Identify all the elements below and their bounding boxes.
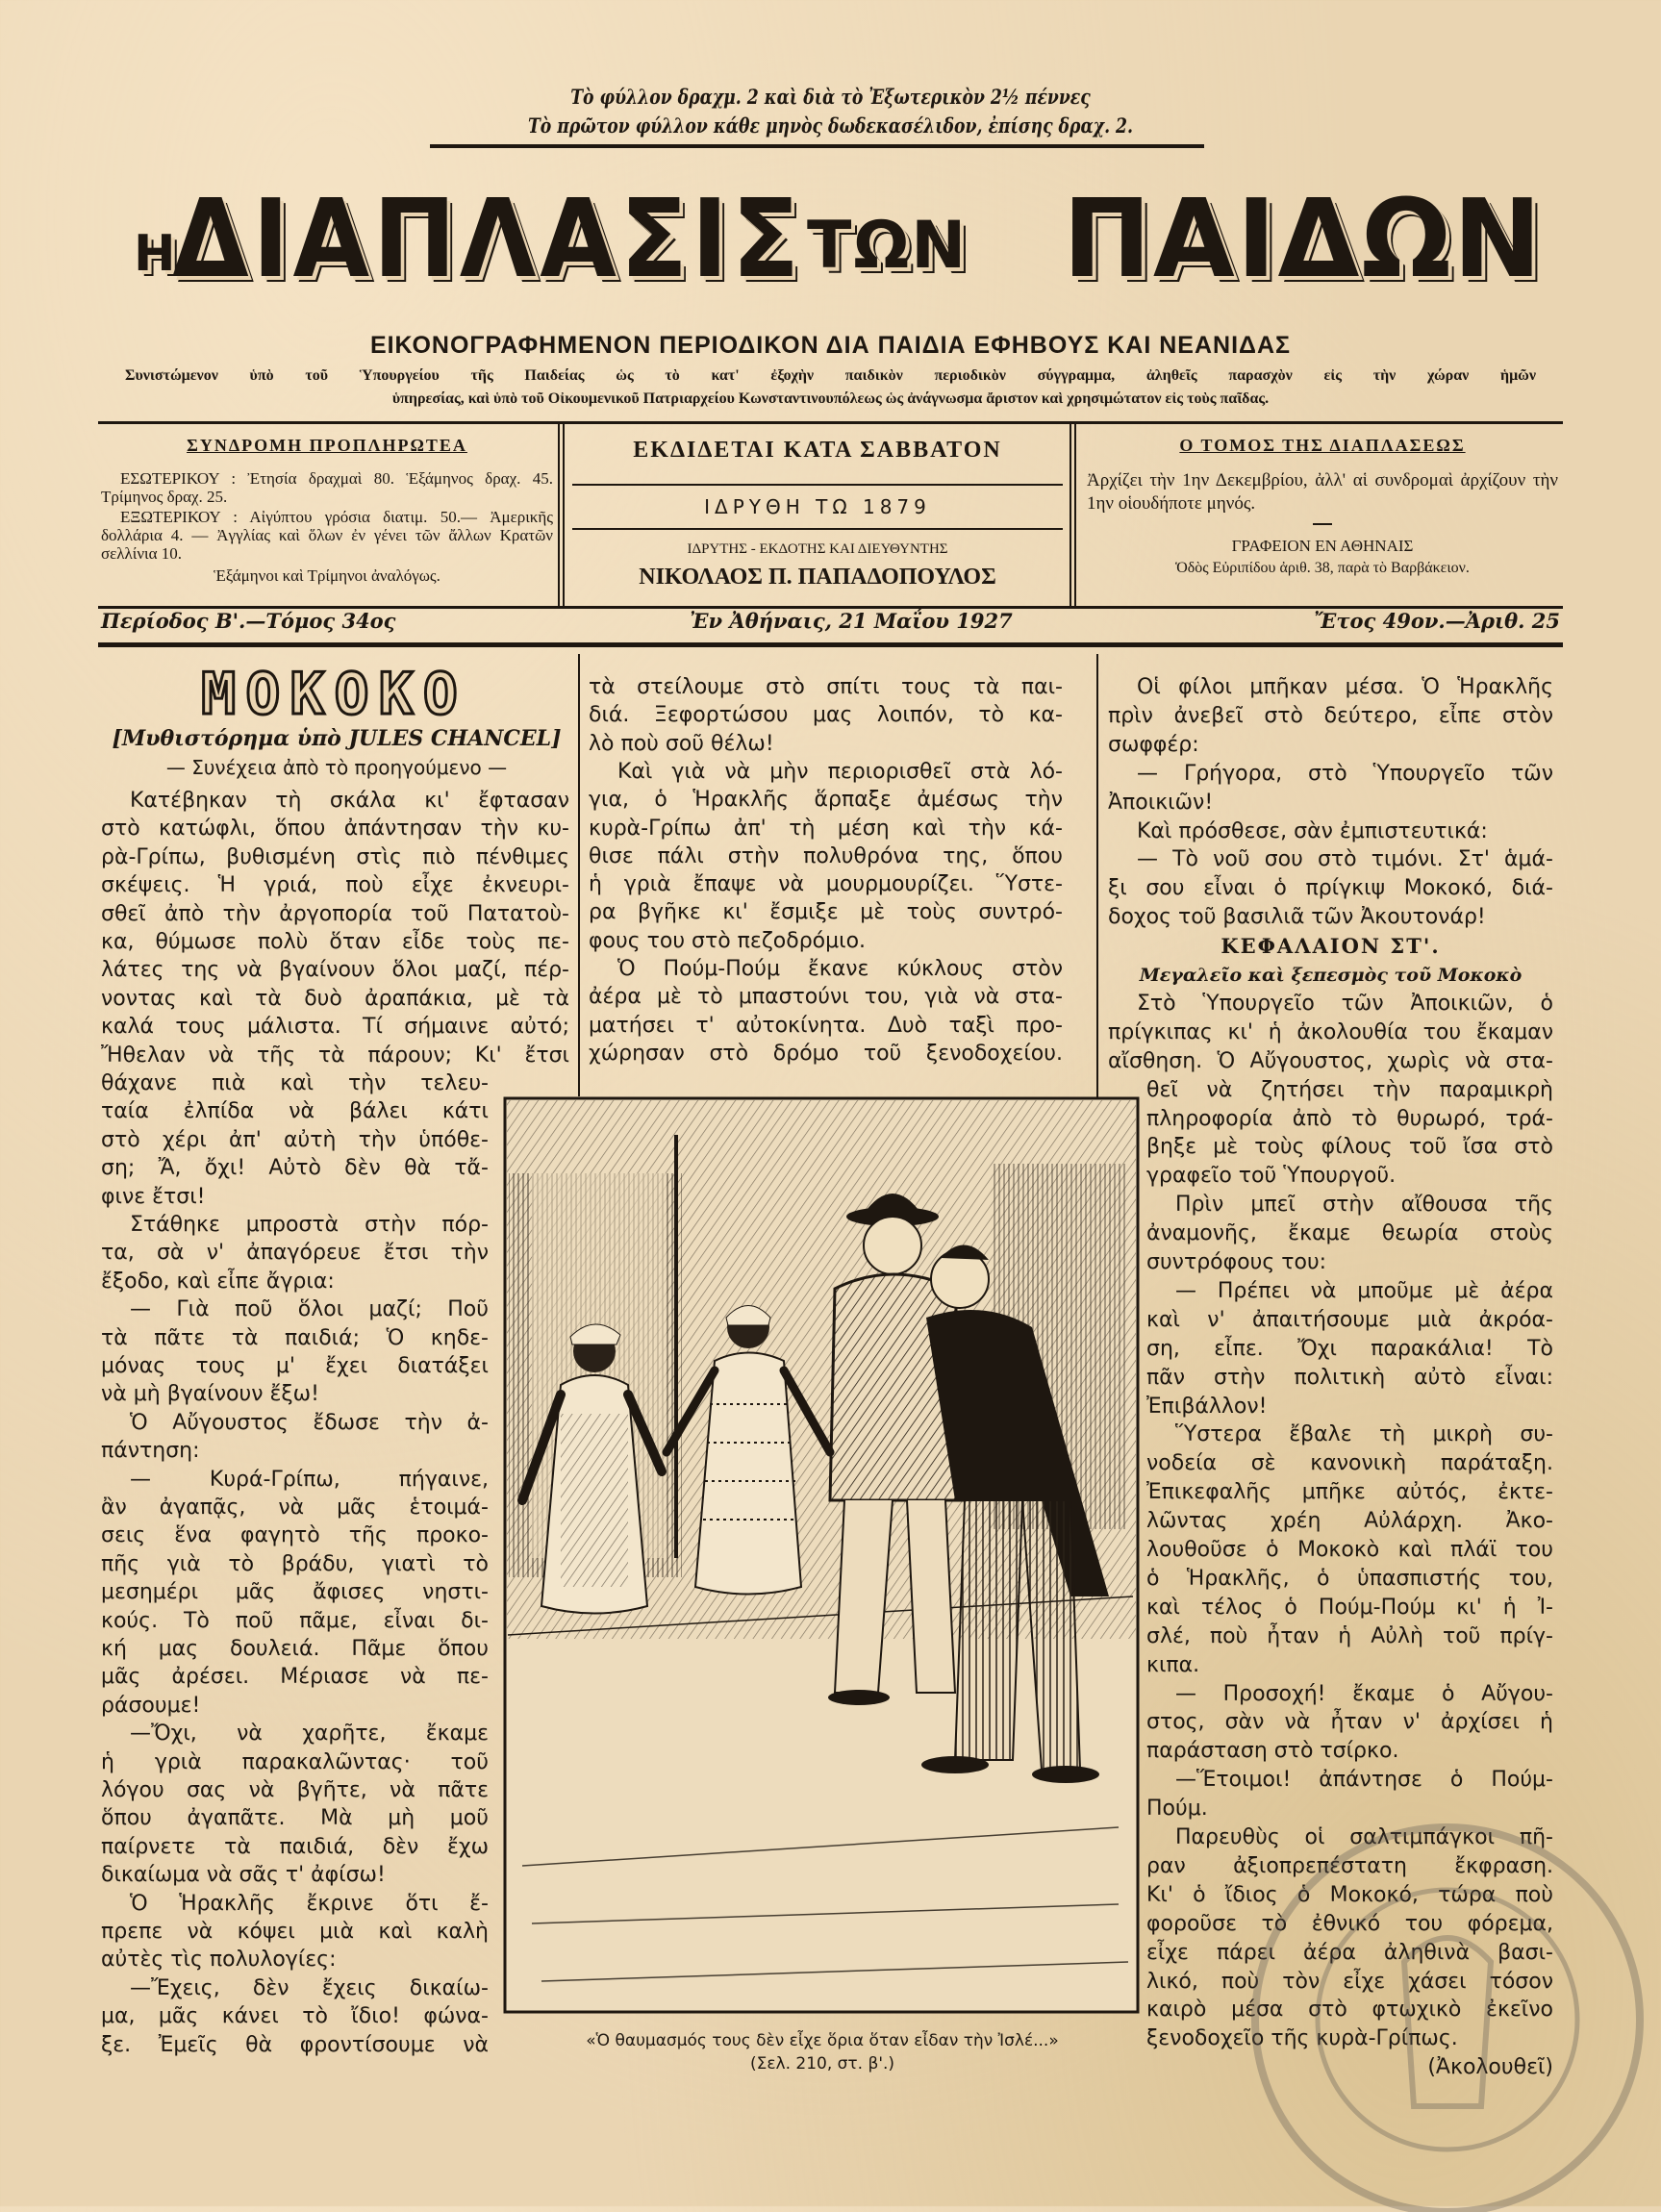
article-line: σεις ἕνα φαγητὸ τῆς προκο-	[101, 1523, 489, 1548]
article-line: για, ὁ Ἡρακλῆς ἅρπαξε ἀμέσως τὴν	[589, 788, 1063, 813]
article-line: παράσταση στὸ τσίρκο.	[1146, 1739, 1399, 1764]
article-line: Πούμ.	[1146, 1797, 1208, 1822]
masthead-description-2: ὑπηρεσίας, καὶ ὑπὸ τοῦ Οἰκουμενικοῦ Πατριαρχείου Κωνσταντινουπόλεως ὡς ἀνάγνωσμα ἄριστον καὶ χρησιμώτατον εἰς τοὺς παῖδας.	[391, 390, 1270, 407]
article-line: σωφφέρ:	[1108, 732, 1199, 757]
box-divider	[1074, 424, 1076, 607]
article-line: χώρησαν στὸ δρόμο τοῦ ξενοδοχείου.	[589, 1041, 1063, 1066]
illustration	[503, 1096, 1140, 2015]
illustration-reference: (Σελ. 210, στ. β'.)	[749, 2054, 895, 2074]
article-line: καιρὸ μέσα στὸ φτωχικὸ ἐκεῖνο	[1146, 1998, 1553, 2023]
header-rule-top	[98, 421, 1563, 424]
article-line: Στὸ Ὑπουργεῖο τῶν Ἀποικιῶν, ὁ	[1137, 991, 1553, 1016]
article-title: ΜΟΚΟΚΟ	[201, 661, 467, 728]
year-issue-number: Ἔτος 49ον.—Ἀριθ. 25	[1314, 609, 1560, 633]
article-line: πρεπε νὰ κόψει μιὰ καὶ καλὴ	[101, 1920, 489, 1944]
article-line: Ὁ Ἡρακλῆς ἔκρινε ὅτι ἔ-	[130, 1891, 489, 1916]
article-line: ράσουμε!	[101, 1693, 201, 1718]
article-line: καὶ τέλος ὁ Πούμ-Πούμ κι' ἡ Ἰ-	[1146, 1595, 1553, 1620]
publisher-role: ΙΔΡΥΤΗΣ - ΕΚΔΟΤΗΣ ΚΑΙ ΔΙΕΥΘΥΝΤΗΣ	[687, 541, 948, 557]
article-line: ἔξοδο, καὶ εἶπε ἄγρια:	[101, 1269, 335, 1294]
article-line: ξενοδοχεῖο τῆς κυρὰ-Γρίπως.	[1146, 2026, 1458, 2051]
volume-text: Ἀρχίζει τὴν 1ην Δεκεμβρίου, ἀλλ' αἱ συνδρομαὶ ἀρχίζουν τὴν 1ην οἱουδήποτε μηνός.	[1087, 470, 1558, 514]
article-line: Στάθηκε μπροστὰ στὴν πόρ-	[130, 1213, 489, 1237]
article-line: ἀέρα μὲ τὸ μπαστούνι του, γιὰ νὰ στα-	[589, 985, 1063, 1010]
article-line: ση, εἶπε. Ὄχι παρακάλια! Τὸ	[1146, 1336, 1553, 1361]
article-line: θεῖ νὰ ζητήσει τὴν παραμικρὴ	[1146, 1077, 1553, 1102]
article-line: ρα βγῆκε κι' ἔσμιξε μὲ τοὺς συντρό-	[589, 900, 1063, 925]
article-line: ταία ἐλπίδα νὰ βάλει κάτι	[101, 1099, 489, 1124]
article-line: πάντηση:	[101, 1439, 200, 1464]
article-line: τὰ πᾶτε τὰ παιδιά; Ὁ κηδε-	[101, 1325, 489, 1350]
article-line: λὸ ποὺ σοῦ θέλω!	[589, 731, 774, 756]
article-line: —Ὄχι, νὰ χαρῆτε, ἔκαμε	[130, 1722, 489, 1747]
article-line: πᾶν στὴν πολιτικὴ αὐτὸ εἶναι:	[1146, 1365, 1553, 1390]
article-line: Ἐπικεφαλῆς μπῆκε αὐτός, ἐκτε-	[1146, 1480, 1553, 1505]
article-line: θάχανε πιὰ καὶ τὴν τελευ-	[101, 1071, 489, 1095]
article-line: γραφεῖο τοῦ Ὑπουργοῦ.	[1146, 1164, 1397, 1189]
article-line: Καὶ πρόσθεσε, σὰν ἐμπιστευτικά:	[1137, 818, 1488, 843]
box-divider	[1070, 424, 1071, 607]
column-rule	[578, 654, 580, 1096]
price-line-1: Τὸ φύλλον δραχμ. 2 καὶ διὰ τὸ Ἐξωτερικὸν 2½ πέννες	[570, 85, 1091, 109]
article-line: τὰ στείλουμε στὸ σπίτι τους τὰ παι-	[589, 675, 1063, 699]
box-divider	[558, 424, 560, 607]
article-line: πρίγκιπας κι' ἡ ἀκολουθία του ἔκαμαν	[1108, 1019, 1553, 1044]
article-line: νοντας καὶ τὰ δυὸ ἀραπάκια, μὲ τὰ	[101, 986, 569, 1011]
article-line: ραν ἀξιοπρεπέστατη ἔκφραση.	[1146, 1853, 1553, 1878]
article-line: — Τὸ νοῦ σου στὸ τιμόνι. Στ' ἁμά-	[1137, 847, 1553, 872]
article-line: Κατέβηκαν τὴ σκάλα κι' ἔφτασαν	[130, 789, 569, 813]
article-line: ἡ γριὰ ἔπαψε νὰ μουρμουρίζει. Ὕστε-	[589, 872, 1063, 897]
office-address: Ὁδὸς Εὐριπίδου ἀριθ. 38, παρὰ τὸ Βαρβάκειον.	[1175, 560, 1470, 576]
article-line: Ὁ Πούμ-Πούμ ἔκανε κύκλους στὸν	[617, 957, 1063, 981]
box-divider	[563, 424, 565, 607]
subscription-box	[101, 428, 553, 606]
article-line: Οἱ φίλοι μπῆκαν μέσα. Ὁ Ἡρακλῆς	[1137, 675, 1553, 699]
founded-year: ΙΔΡΥΘΗ ΤΩ 1879	[704, 495, 931, 518]
article-line: σθεῖ ἀπὸ τὴν ἀργοπορία τοῦ Πατατοὺ-	[101, 901, 569, 926]
article-line: — Γρήγορα, στὸ Ὑπουργεῖο τῶν	[1137, 761, 1553, 786]
publisher-name: ΝΙΚΟΛΑΟΣ Π. ΠΑΠΑΔΟΠΟΥΛΟΣ	[639, 565, 996, 590]
article-line: ὁ Ἡρακλῆς, ὁ ὑπασπιστής του,	[1146, 1566, 1553, 1591]
illustration-caption: «Ὁ θαυμασμός τους δὲν εἶχε ὅρια ὅταν εἶδαν τὴν Ἰσλέ...»	[586, 2031, 1059, 2050]
article-line: —Ἕτοιμοι! ἀπάντησε ὁ Πούμ-	[1175, 1768, 1553, 1793]
archive-stamp	[1241, 1798, 1654, 2212]
article-line: λικό, ποὺ τὸν εἶχε χάσει τόσον	[1146, 1969, 1553, 1994]
article-line: νὰ μὴ βγαίνουν ἔξω!	[101, 1382, 319, 1407]
article-line: — Προσοχή! ἔκαμε ὁ Αὔγου-	[1175, 1681, 1553, 1706]
subscription-heading: ΣΥΝΔΡΟΜΗ ΠΡΟΠΛΗΡΩΤΕΑ	[187, 436, 467, 455]
illustration-engraving	[503, 1096, 1140, 2015]
article-line: — Κυρά-Γρίπω, πήγαινε,	[130, 1467, 489, 1492]
article-line: κή μας δουλειά. Πᾶμε ὅπου	[101, 1637, 489, 1661]
masthead-paidon: ΠΑΙΔΩΝ	[1063, 177, 1544, 302]
volume-heading: Ο ΤΟΜΟΣ ΤΗΣ ΔΙΑΠΛΑΣΕΩΣ	[1179, 436, 1466, 455]
article-line: δοχος τοῦ βασιλιᾶ τῶν Ἀκουτονάρ!	[1108, 905, 1486, 930]
chapter-subtitle: Μεγαλεῖο καὶ ξεπεσμὸς τοῦ Μοκοκὸ	[1139, 965, 1523, 986]
article-line: Παρευθὺς οἱ σαλτιμπάγκοι πῆ-	[1175, 1825, 1553, 1849]
article-line: λόγου σας νὰ βγῆτε, νὰ πᾶτε	[101, 1778, 489, 1802]
article-line: κα, θύμωσε πολὺ ὅταν εἶδε τοὺς πε-	[101, 930, 569, 954]
article-line: δικαίωμα νὰ σᾶς τ' ἀφίσω!	[101, 1863, 386, 1888]
article-line: ξι σου εἶναι ὁ πρίγκιψ Μοκοκό, διά-	[1108, 876, 1553, 901]
article-line: κούς. Τὸ ποῦ πᾶμε, εἶναι δι-	[101, 1608, 489, 1633]
article-line: Κι' ὁ ἴδιος ὁ Μοκοκό, τώρα ποὺ	[1146, 1882, 1553, 1907]
article-line: ση; Ἄ, ὄχι! Αὐτὸ δὲν θὰ τἄ-	[101, 1156, 489, 1181]
article-line: καλά τους μάλιστα. Τί σήμαινε αὐτό;	[101, 1015, 569, 1040]
publication-heading: ΕΚΔΙΔΕΤΑΙ ΚΑΤΑ ΣΑΒΒΑΤΟΝ	[633, 438, 1002, 463]
article-line: νοδεία σὲ κανονικὴ παράταξη.	[1146, 1451, 1553, 1476]
article-line: φους του στὸ πεζοδρόμιο.	[589, 928, 867, 953]
article-line: κιπα.	[1146, 1652, 1200, 1677]
article-line: μᾶς ἀρέσει. Μέριασε νὰ πε-	[101, 1665, 489, 1690]
article-line: σκέψεις. Ἡ γριά, ποὺ εἶχε ἐκνευρι-	[101, 873, 569, 898]
article-line: λῶντας χρέη Αὐλάρχη. Ἀκο-	[1146, 1509, 1553, 1534]
article-line: στὸ χέρι ἀπ' αὐτὴ τὴν ὑπόθε-	[101, 1127, 489, 1152]
masthead-article: Η	[134, 225, 178, 283]
article-line: Ὁ Αὔγουστος ἔδωσε τὴν ἀ-	[130, 1410, 489, 1435]
article-line: στος, σὰν νὰ ἦταν ν' ἀρχίσει ἡ	[1146, 1710, 1553, 1735]
article-line: ἀναμονῆς, ἔκαμε θεωρία στοὺς	[1146, 1221, 1553, 1246]
chapter-heading: ΚΕΦΑΛΑΙΟΝ ΣΤ'.	[1221, 934, 1441, 959]
office-heading: ΓΡΑΦΕΙΟΝ ΕΝ ΑΘΗΝΑΙΣ	[1231, 537, 1414, 555]
article-line: ὅπου ἀγαπᾶτε. Μὰ μὴ μοῦ	[101, 1806, 489, 1831]
volume-dash	[1313, 523, 1332, 525]
publication-rule	[572, 528, 1063, 530]
article-line: Ἤθελαν νὰ τῆς τὰ πάρουν; Κι' ἔτσι	[101, 1043, 569, 1068]
article-line: στὸ κατώφλι, ὅπου ἀπάντησαν τὴν κυ-	[101, 817, 569, 842]
article-line: — Γιὰ ποῦ ὅλοι μαζί; Ποῦ	[130, 1297, 489, 1322]
article-continued: — Συνέχεια ἀπὸ τὸ προηγούμενο —	[165, 756, 508, 779]
article-line: πρὶν ἀνεβεῖ στὸ δεύτερο, εἶπε στὸν	[1108, 703, 1553, 728]
header-rule-bottom	[98, 642, 1563, 647]
article-line: συντρόφους του:	[1146, 1250, 1327, 1274]
article-line: Πρὶν μπεῖ στὴν αἴθουσα τῆς	[1175, 1193, 1553, 1218]
subscription-note: Ἑξάμηνοι καὶ Τρίμηνοι ἀναλόγως.	[214, 566, 440, 585]
issue-date: Ἐν Ἀθήναις, 21 Μαΐου 1927	[690, 609, 1013, 633]
article-line: αἴσθηση. Ὁ Αὔγουστος, χωρὶς νὰ στα-	[1108, 1048, 1553, 1073]
article-line: λουθοῦσε ὁ Μοκοκὸ καὶ πλάϊ του	[1146, 1538, 1553, 1562]
volume-box	[1087, 428, 1558, 606]
article-byline: [Μυθιστόρημα ὑπὸ JULES CHANCEL]	[112, 726, 562, 751]
article-line: —Ἔχεις, δὲν ἔχεις δικαίω-	[130, 1975, 489, 2000]
column-rule	[1096, 654, 1098, 1106]
article-line: αὐτὲς τὶς πολυλογίες:	[101, 1948, 337, 1973]
article-line: ρὰ-Γρίπω, βυθισμένη στὶς πιὸ πένθιμες	[101, 844, 569, 869]
masthead-subtitle: ΕΙΚΟΝΟΓΡΑΦΗΜΕΝΟΝ ΠΕΡΙΟΔΙΚΟΝ ΔΙΑ ΠΑΙΔΙΑ ΕΦΗΒΟΥΣ ΚΑΙ ΝΕΑΝΙΔΑΣ	[369, 332, 1292, 359]
price-rule	[430, 144, 1204, 148]
article-line: Ὕστερα ἔβαλε τὴ μικρὴ συ-	[1175, 1422, 1553, 1447]
article-line: ἡ γριὰ παρακαλῶντας· τοῦ	[101, 1749, 489, 1774]
article-line: μεσημέρι μᾶς ἄφισες νηστι-	[101, 1580, 489, 1605]
period-volume: Περίοδος Β'.—Τόμος 34ος	[101, 609, 396, 633]
article-line: πληροφορία ἀπὸ τὸ θυρωρό, τρά-	[1146, 1106, 1553, 1131]
article-line: διά. Ξεφορτώσου μας λοιπόν, τὸ κα-	[589, 703, 1063, 728]
masthead-diaplasis: ΔΙΑΠΛΑΣΙΣ	[172, 177, 803, 302]
article-line: κυρὰ-Γρίπω ἀπ' τὴ μέση καὶ τὴν κά-	[589, 816, 1063, 841]
to-be-continued: (Ἀκολουθεῖ)	[1427, 2055, 1553, 2080]
masthead-ton: ΤΩΝ	[807, 208, 969, 284]
article-line: μα, μᾶς κάνει τὸ ἴδιο! φώνα-	[101, 2004, 489, 2029]
article-line: μόνας τους μ' ἔχει διατάξει	[101, 1354, 489, 1378]
article-line: φοροῦσε τὸ ἐθνικό του φόρεμα,	[1146, 1911, 1553, 1936]
article-line: παίρνετε τὰ παιδιά, δὲν ἔχω	[101, 1834, 489, 1859]
article-line: θισε πάλι στὴν πολυθρόνα της, ὅπου	[589, 843, 1063, 868]
article-line: τα, σὰ ν' ἀπαγόρευε ἔτσι τὴν	[101, 1241, 489, 1266]
article-line: λάτες της νὰ βγαίνουν ὅλοι μαζί, πέρ-	[101, 958, 569, 983]
article-line: Ἐπιβάλλον!	[1146, 1394, 1268, 1419]
publication-rule	[572, 484, 1063, 486]
publication-box	[567, 428, 1068, 606]
masthead	[134, 177, 1544, 314]
article-line: σλέ, ποὺ ἦταν ἡ Αὐλὴ τοῦ πρίγ-	[1146, 1623, 1553, 1648]
article-line: εἶχε πάρει ἀέρα ἀληθινὰ βασι-	[1146, 1940, 1553, 1965]
article-line: ξε. Ἐμεῖς θὰ φροντίσουμε νὰ	[101, 2032, 489, 2057]
subscription-foreign: ΕΞΩΤΕΡΙΚΟΥ : Αἰγύπτου γρόσια διατιμ. 50.— Ἀμερικῆς δολλάρια 4. — Ἀγγλίας καὶ ὅλων ἐν γένει τῶν ἄλλων Κρατῶν σελλίνια 10.	[101, 508, 553, 563]
article-line: ἂν ἀγαπᾷς, νὰ μᾶς ἑτοιμά-	[101, 1496, 489, 1520]
masthead-description-1: Συνιστώμενον ὑπὸ τοῦ Ὑπουργείου τῆς Παιδείας ὡς τὸ κατ' ἐξοχὴν παιδικὸν περιοδικὸν σύγγραμμα, ἀληθεῖς παρασχὸν εἰς τὴν χώραν ἡμῶν	[125, 367, 1536, 384]
article-line: πῆς γιὰ τὸ βράδυ, γιατὶ τὸ	[101, 1551, 489, 1576]
subscription-domestic: ΕΣΩΤΕΡΙΚΟΥ : Ἐτησία δραχμαὶ 80. Ἑξάμηνος δραχ. 45. Τρίμηνος δραχ. 25.	[101, 469, 553, 506]
article-line: — Πρέπει νὰ μποῦμε μὲ ἀέρα	[1175, 1278, 1553, 1303]
article-line: καὶ ν' ἀπαιτήσουμε μιὰ ἀκρόα-	[1146, 1307, 1553, 1332]
price-line-2: Τὸ πρῶτον φύλλον κάθε μηνὸς δωδεκασέλιδον, ἐπίσης δραχ. 2.	[527, 113, 1134, 138]
article-line: Καὶ γιὰ νὰ μὴν περιορισθεῖ στὰ λό-	[617, 759, 1063, 784]
article-line: βηξε μὲ τοὺς φίλους τοῦ ἴσα στὸ	[1146, 1135, 1553, 1160]
article-line: Ἀποικιῶν!	[1108, 790, 1214, 815]
article-line: φινε ἔτσι!	[101, 1184, 206, 1209]
article-line: ματήσει τ' αὐτοκίνητα. Δυὸ ταξὶ προ-	[589, 1013, 1063, 1038]
